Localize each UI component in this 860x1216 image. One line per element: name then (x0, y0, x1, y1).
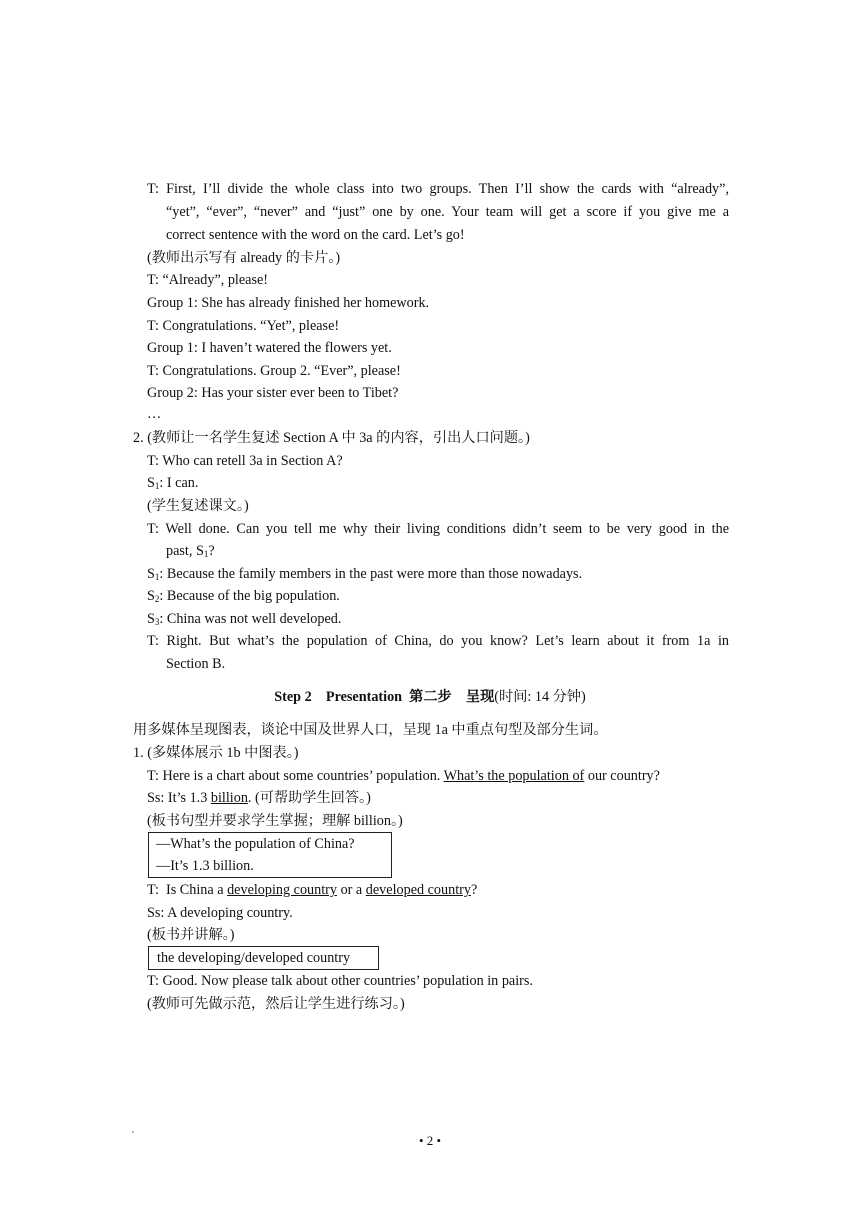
footer-mark: ` (131, 1130, 135, 1142)
ellipsis: … (147, 406, 162, 422)
text-line: T: Congratulations. Group 2. “Ever”, please! (147, 363, 401, 379)
text-line (147, 565, 582, 583)
box-line: —What’s the population of China? (156, 836, 355, 852)
utterance: : Because of the big population. (159, 588, 340, 604)
speaker-index: 1 (154, 572, 160, 582)
speaker-index: 2 (154, 594, 160, 604)
text-line: T: Congratulations. “Yet”, please! (147, 318, 340, 334)
text-line: Section B. (166, 656, 226, 672)
utterance: past, S (166, 543, 204, 559)
speaker: S (147, 588, 155, 604)
list-item-2: 2. (教师让一名学生复述 Section A 中 3a 的内容，引出人口问题。) (133, 430, 530, 446)
text-line (166, 542, 215, 560)
text-line: Group 2: Has your sister ever been to Tibet? (147, 385, 399, 401)
section-time: (时间: 14 分钟) (494, 689, 586, 705)
utterance: T: Is China a (147, 882, 228, 898)
text-line (147, 587, 340, 605)
speaker-index: 1 (203, 549, 209, 559)
utterance: ? (208, 543, 215, 559)
key-phrase: What’s the population of (443, 768, 585, 784)
section-heading (0, 688, 860, 706)
text-line: (学生复述课文。) (147, 498, 249, 514)
page-number: • 2 • (418, 1133, 442, 1148)
utterance: : I can. (159, 475, 199, 491)
text-line: T: Who can retell 3a in Section A? (147, 453, 343, 469)
utterance: Ss: It’s 1.3 (147, 790, 211, 806)
utterance: or a (337, 882, 366, 898)
text-line: Group 1: She has already finished her homework. (147, 295, 430, 311)
text-line: “yet”, “ever”, “never” and “just” one by one. Your team will get a score if you give me a (166, 204, 729, 220)
speaker: S (147, 566, 155, 582)
text-line: 用多媒体呈现图表，谈论中国及世界人口，呈现 1a 中重点句型及部分生词。 (133, 722, 608, 738)
speaker-index: 3 (154, 617, 160, 627)
utterance: : China was not well developed. (159, 611, 342, 627)
text-line (147, 767, 660, 785)
speaker: S (147, 475, 155, 491)
text-line (147, 789, 371, 807)
text-line: T: First, I’ll divide the whole class into two groups. Then I’ll show the cards with “already”, (147, 181, 729, 197)
text-line: T: Well done. Can you tell me why their living conditions didn’t seem to be very good in the (147, 521, 729, 537)
utterance: : Because the family members in the past were more than those nowadays. (159, 566, 583, 582)
utterance: our country? (584, 768, 660, 784)
text-line (147, 610, 341, 628)
text-line: correct sentence with the word on the card. Let’s go! (166, 227, 465, 243)
text-line: Group 1: I haven’t watered the flowers yet. (147, 340, 392, 356)
key-phrase: developed country (365, 882, 471, 898)
box-line: the developing/developed country (157, 950, 351, 966)
text-line: (板书句型并要求学生掌握；理解 billion。) (147, 813, 403, 829)
text-line: Ss: A developing country. (147, 905, 293, 921)
text-line: (教师出示写有 already 的卡片。) (147, 250, 341, 266)
speaker-index: 1 (154, 481, 160, 491)
list-item-1: 1. (多媒体展示 1b 中图表。) (133, 745, 299, 761)
section-title: Step 2 Presentation 第二步 呈现 (274, 689, 495, 705)
utterance: ? (470, 882, 478, 898)
key-word: billion (210, 790, 248, 806)
utterance: T: Here is a chart about some countries’ population. (147, 768, 444, 784)
text-line: T: “Already”, please! (147, 272, 269, 288)
text-line: (教师可先做示范，然后让学生进行练习。) (147, 996, 405, 1012)
box-line: —It’s 1.3 billion. (156, 858, 254, 874)
text-line (147, 881, 477, 899)
text-line: (板书并讲解。) (147, 927, 235, 943)
utterance: . (可帮助学生回答。) (247, 790, 371, 806)
speaker: S (147, 611, 155, 627)
text-line: T: Right. But what’s the population of China, do you know? Let’s learn about it from 1a in (147, 633, 729, 649)
key-phrase: developing country (227, 882, 338, 898)
text-line: T: Good. Now please talk about other countries’ population in pairs. (147, 973, 533, 989)
text-line (147, 474, 198, 492)
